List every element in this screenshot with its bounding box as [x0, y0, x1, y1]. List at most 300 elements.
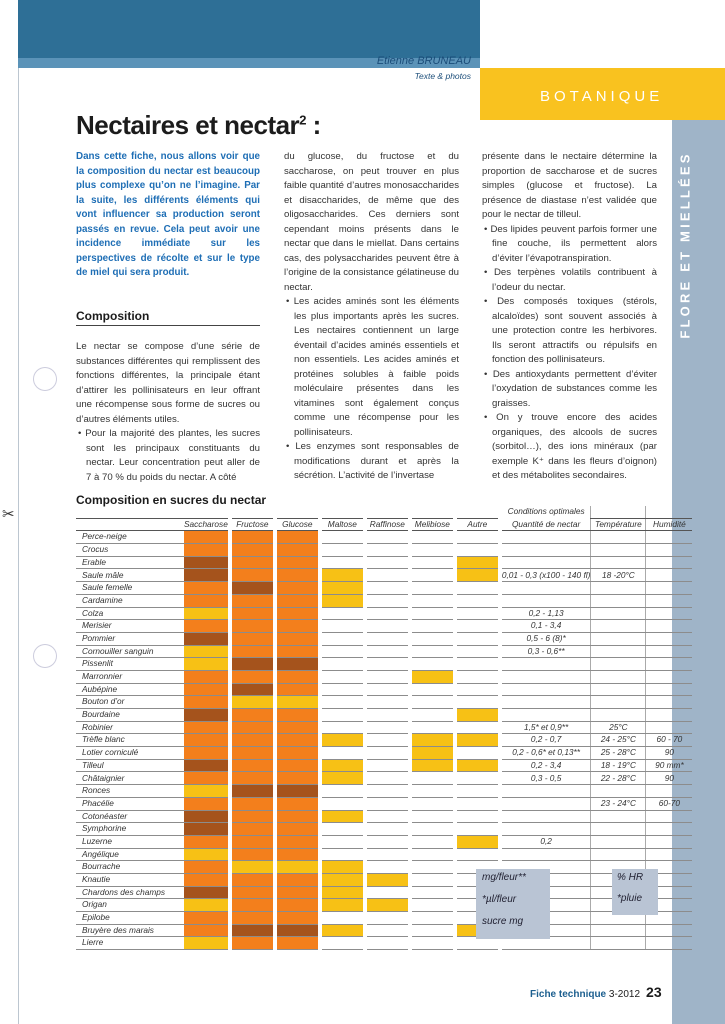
plant-name: Angélique	[76, 848, 184, 861]
column-header: Melibiose	[410, 518, 455, 531]
sugar-cell	[184, 645, 230, 658]
sugar-cell	[275, 734, 320, 747]
sugar-cell	[410, 899, 455, 912]
sugar-cell	[184, 912, 230, 925]
sugar-cell	[320, 772, 365, 785]
column-header: Glucose	[275, 518, 320, 531]
bullet: • Les acides aminés sont les éléments les plus importants après les sucres. Les nectaires contiennent un large éventail d’acides aminés essentiels et non essentiels. Les acides aminés et protéines solubles à faible poids moléculaire présentes dans les vitamines sont également conçus comme une récompense pour les pollinisateurs.	[286, 296, 459, 438]
sugar-cell	[410, 607, 455, 620]
table-row	[76, 645, 692, 658]
sugar-cell	[275, 899, 320, 912]
sugar-cell	[184, 620, 230, 633]
sugar-cell	[365, 734, 410, 747]
quantity-cell	[500, 797, 591, 810]
sugar-cell	[275, 620, 320, 633]
sugar-cell	[230, 721, 275, 734]
plant-name: Saule femelle	[76, 582, 184, 595]
table-row	[76, 721, 692, 734]
quantity-cell	[500, 670, 591, 683]
sugar-cell	[275, 924, 320, 937]
sugar-cell	[184, 924, 230, 937]
plant-name: Ronces	[76, 785, 184, 798]
sugar-cell	[230, 747, 275, 760]
sugar-cell	[230, 810, 275, 823]
plant-name: Pissenlit	[76, 658, 184, 671]
plant-name: Knautie	[76, 873, 184, 886]
header-cell	[76, 518, 184, 531]
sugar-cell	[410, 670, 455, 683]
temperature-cell	[591, 582, 646, 595]
binder-hole	[34, 645, 56, 667]
header-cell	[591, 506, 646, 518]
table-row	[76, 848, 692, 861]
sugar-cell	[184, 658, 230, 671]
quantity-cell: 0,1 - 3,4	[500, 620, 591, 633]
sugar-cell	[365, 848, 410, 861]
sugar-cell	[365, 785, 410, 798]
table-row	[76, 696, 692, 709]
sugar-cell	[275, 835, 320, 848]
sugar-cell	[365, 632, 410, 645]
temperature-cell: 25 - 28°C	[591, 747, 646, 760]
plant-name: Perce-neige	[76, 531, 184, 544]
sugar-cell	[184, 873, 230, 886]
quantity-cell	[500, 594, 591, 607]
temperature-cell	[591, 785, 646, 798]
sugar-cell	[184, 721, 230, 734]
sugar-composition-table	[76, 506, 692, 950]
section-box	[480, 68, 725, 120]
sugar-cell	[230, 607, 275, 620]
plant-name: Cardamine	[76, 594, 184, 607]
sugar-cell	[365, 861, 410, 874]
sugar-cell	[455, 696, 500, 709]
quantity-cell: 0,2	[500, 835, 591, 848]
humidity-cell	[646, 848, 693, 861]
plant-name: Lotier corniculé	[76, 747, 184, 760]
sugar-cell	[365, 835, 410, 848]
sugar-cell	[455, 721, 500, 734]
sugar-cell	[365, 709, 410, 722]
footer: Fiche technique 3-2012 23	[530, 984, 662, 1000]
side-label: FLORE ET MIELLÉES	[677, 151, 693, 339]
sugar-cell	[365, 759, 410, 772]
sugar-cell	[410, 620, 455, 633]
humidity-cell	[646, 670, 693, 683]
sugar-cell	[365, 582, 410, 595]
sugar-cell	[275, 861, 320, 874]
sugar-cell	[320, 759, 365, 772]
sugar-cell	[320, 645, 365, 658]
header-cell	[410, 506, 455, 518]
sugar-cell	[320, 785, 365, 798]
legend-item: sucre mg	[482, 916, 524, 927]
sugar-cell	[365, 899, 410, 912]
legend-item: % HR	[617, 872, 644, 883]
sugar-cell	[230, 937, 275, 950]
sugar-cell	[365, 873, 410, 886]
temperature-cell	[591, 709, 646, 722]
temperature-cell: 23 - 24°C	[591, 797, 646, 810]
margin-line	[18, 68, 19, 1024]
temperature-cell	[591, 823, 646, 836]
plant-name: Bourdaine	[76, 709, 184, 722]
table-row	[76, 886, 692, 899]
table-row	[76, 797, 692, 810]
plant-name: Pommier	[76, 632, 184, 645]
sugar-cell	[455, 632, 500, 645]
sugar-cell	[455, 759, 500, 772]
sugar-cell	[455, 607, 500, 620]
quantity-cell: 1,5* et 0,9**	[500, 721, 591, 734]
sugar-cell	[455, 645, 500, 658]
humidity-cell: 90	[646, 747, 693, 760]
temperature-cell	[591, 645, 646, 658]
quantity-cell: 0,3 - 0,5	[500, 772, 591, 785]
sugar-cell	[365, 531, 410, 544]
humidity-cell	[646, 582, 693, 595]
sugar-cell	[275, 759, 320, 772]
sugar-cell	[320, 886, 365, 899]
sugar-cell	[184, 937, 230, 950]
sugar-cell	[455, 797, 500, 810]
sugar-cell	[230, 912, 275, 925]
bullet: • Pour la majorité des plantes, les sucres sont les principaux constituants du nectar. Leur concentration peut aller de 7 à 70 % du poids du nectar. A côté	[78, 428, 260, 483]
sugar-cell	[365, 670, 410, 683]
table-row	[76, 835, 692, 848]
humidity-cell	[646, 683, 693, 696]
sugar-cell	[184, 544, 230, 557]
table-row	[76, 709, 692, 722]
sugar-cell	[275, 607, 320, 620]
humidity-cell: 60-70	[646, 797, 693, 810]
sugar-cell	[275, 594, 320, 607]
sugar-cell	[184, 531, 230, 544]
scissors-icon: ✂	[2, 506, 15, 523]
sugar-cell	[410, 835, 455, 848]
sugar-cell	[320, 823, 365, 836]
table-row	[76, 823, 692, 836]
bullet: • On y trouve encore des acides organiques, des alcools de sucres (sorbitol…), des ions minéraux (par exemple K⁺ dans les fleurs d’oignon) et des métabolites secondaires.	[484, 412, 657, 481]
sugar-cell	[275, 937, 320, 950]
sugar-cell	[410, 531, 455, 544]
sugar-cell	[230, 531, 275, 544]
humidity-cell	[646, 556, 693, 569]
sugar-cell	[230, 556, 275, 569]
column-header: Température	[591, 518, 646, 531]
table-row	[76, 785, 692, 798]
sugar-cell	[410, 556, 455, 569]
plant-name: Châtaignier	[76, 772, 184, 785]
plant-name: Erable	[76, 556, 184, 569]
sugar-cell	[184, 772, 230, 785]
binder-hole	[34, 368, 56, 390]
sugar-cell	[455, 709, 500, 722]
sugar-cell	[320, 569, 365, 582]
legend-quantity	[476, 869, 550, 939]
composition-heading: Composition	[76, 309, 260, 326]
header-cell	[646, 506, 693, 518]
temperature-cell	[591, 924, 646, 937]
quantity-cell	[500, 582, 591, 595]
temperature-cell	[591, 683, 646, 696]
sugar-cell	[365, 594, 410, 607]
humidity-cell	[646, 810, 693, 823]
sugar-cell	[410, 747, 455, 760]
sugar-cell	[184, 582, 230, 595]
sugar-cell	[230, 696, 275, 709]
sugar-cell	[230, 924, 275, 937]
sugar-cell	[365, 658, 410, 671]
sugar-cell	[410, 544, 455, 557]
table-row	[76, 772, 692, 785]
sugar-cell	[365, 544, 410, 557]
temperature-cell	[591, 544, 646, 557]
sugar-cell	[455, 823, 500, 836]
quantity-cell	[500, 544, 591, 557]
column-header: Autre	[455, 518, 500, 531]
section-label: BOTANIQUE	[540, 88, 664, 105]
sugar-cell	[410, 759, 455, 772]
sugar-cell	[455, 810, 500, 823]
sugar-cell	[320, 899, 365, 912]
sugar-cell	[275, 632, 320, 645]
sugar-cell	[410, 848, 455, 861]
sugar-cell	[320, 556, 365, 569]
sugar-cell	[365, 937, 410, 950]
sugar-cell	[275, 683, 320, 696]
humidity-cell	[646, 785, 693, 798]
sugar-cell	[184, 607, 230, 620]
quantity-cell	[500, 848, 591, 861]
sugar-cell	[455, 582, 500, 595]
plant-name: Epilobe	[76, 912, 184, 925]
quantity-cell: 0,2 - 0,6* et 0,13**	[500, 747, 591, 760]
legend-item: *pluie	[617, 893, 643, 904]
plant-name: Colza	[76, 607, 184, 620]
humidity-cell	[646, 544, 693, 557]
table-row	[76, 531, 692, 544]
sugar-cell	[455, 544, 500, 557]
quantity-cell: 0,2 - 0,7	[500, 734, 591, 747]
sugar-cell	[410, 861, 455, 874]
paragraph: du glucose, du fructose et du saccharose, on peut trouver en plus faible quantité d’autres monosaccharides et disaccharides, de même que des oligosaccharides. Ces derniers sont cependant moins présents dans le nectar que dans le miellat. Dans certains cas, des polysaccharides peuvent être à l’origine de la consistance gélatineuse du nectar.	[284, 151, 459, 293]
plant-name: Aubépine	[76, 683, 184, 696]
quantity-cell	[500, 683, 591, 696]
sugar-cell	[320, 810, 365, 823]
sugar-cell	[320, 721, 365, 734]
sugar-cell	[410, 632, 455, 645]
quantity-cell	[500, 658, 591, 671]
sugar-cell	[184, 632, 230, 645]
header-cell	[320, 506, 365, 518]
sugar-cell	[184, 683, 230, 696]
paragraph: Le nectar se compose d’une série de substances différentes qui remplissent des fonctions différentes, la principale étant d’attirer les pollinisateurs en leur offrant une récompense sous forme de sucres ou d’autres éléments utiles.	[76, 341, 260, 425]
temperature-cell: 25°C	[591, 721, 646, 734]
bullet: • Des terpènes volatils contribuent à l’odeur du nectar.	[484, 267, 657, 293]
sugar-cell	[410, 645, 455, 658]
quantity-cell	[500, 810, 591, 823]
sugar-cell	[230, 594, 275, 607]
sugar-cell	[184, 899, 230, 912]
plant-name: Cornouiller sanguin	[76, 645, 184, 658]
sugar-cell	[320, 709, 365, 722]
sugar-cell	[410, 709, 455, 722]
page-number: 23	[646, 984, 662, 1000]
table-row	[76, 759, 692, 772]
sugar-cell	[275, 670, 320, 683]
plant-name: Cotonéaster	[76, 810, 184, 823]
plant-name: Luzerne	[76, 835, 184, 848]
sugar-cell	[275, 886, 320, 899]
sugar-cell	[320, 861, 365, 874]
quantity-cell	[500, 696, 591, 709]
sugar-cell	[184, 848, 230, 861]
table-row	[76, 873, 692, 886]
sugar-cell	[365, 747, 410, 760]
sugar-cell	[365, 696, 410, 709]
sugar-cell	[275, 721, 320, 734]
sugar-cell	[184, 861, 230, 874]
humidity-cell	[646, 620, 693, 633]
table-row	[76, 937, 692, 950]
sugar-cell	[455, 670, 500, 683]
sugar-cell	[230, 797, 275, 810]
bullet: • Des lipides peuvent parfois former une fine couche, ils permettent alors d’éviter l’évapotranspiration.	[484, 223, 657, 264]
sugar-cell	[230, 582, 275, 595]
quantity-cell	[500, 556, 591, 569]
temperature-cell	[591, 594, 646, 607]
plant-name: Origan	[76, 899, 184, 912]
sugar-cell	[184, 797, 230, 810]
sugar-cell	[455, 785, 500, 798]
table-row	[76, 734, 692, 747]
sugar-cell	[275, 873, 320, 886]
sugar-cell	[410, 582, 455, 595]
sugar-cell	[410, 734, 455, 747]
sugar-cell	[184, 709, 230, 722]
plant-name: Trèfle blanc	[76, 734, 184, 747]
sugar-cell	[230, 569, 275, 582]
sugar-cell	[320, 848, 365, 861]
sugar-cell	[365, 823, 410, 836]
sugar-cell	[184, 747, 230, 760]
sugar-cell	[230, 835, 275, 848]
sugar-cell	[230, 785, 275, 798]
sugar-cell	[184, 759, 230, 772]
sugar-cell	[365, 886, 410, 899]
sugar-cell	[275, 658, 320, 671]
sugar-cell	[275, 912, 320, 925]
quantity-cell	[500, 531, 591, 544]
table-row	[76, 607, 692, 620]
plant-name: Robinier	[76, 721, 184, 734]
sugar-cell	[320, 924, 365, 937]
sugar-cell	[455, 569, 500, 582]
page-title: Nectaires et nectar$^2$ :	[76, 110, 321, 140]
plant-name: Bouton d’or	[76, 696, 184, 709]
quantity-cell	[500, 785, 591, 798]
sugar-cell	[365, 797, 410, 810]
quantity-cell: 0,5 - 6 (8)*	[500, 632, 591, 645]
sugar-cell	[320, 937, 365, 950]
column-header: Humidité	[646, 518, 693, 531]
sugar-cell	[410, 569, 455, 582]
sugar-cell	[275, 569, 320, 582]
humidity-cell: 60 - 70	[646, 734, 693, 747]
sugar-cell	[410, 683, 455, 696]
temperature-cell	[591, 531, 646, 544]
plant-name: Chardons des champs	[76, 886, 184, 899]
sugar-cell	[455, 747, 500, 760]
sugar-cell	[320, 670, 365, 683]
sugar-cell	[275, 696, 320, 709]
sugar-cell	[320, 544, 365, 557]
sugar-cell	[320, 734, 365, 747]
plant-name: Tilleul	[76, 759, 184, 772]
sugar-cell	[455, 658, 500, 671]
author: Etienne BRUNEAU	[376, 55, 471, 67]
header-cell	[275, 506, 320, 518]
sugar-cell	[275, 848, 320, 861]
sugar-cell	[230, 544, 275, 557]
humidity-cell	[646, 696, 693, 709]
sugar-cell	[230, 645, 275, 658]
quantity-cell: 0,01 - 0,3 (x100 - 140 fl)	[500, 569, 591, 582]
sugar-cell	[365, 556, 410, 569]
sugar-cell	[410, 785, 455, 798]
sugar-cell	[184, 810, 230, 823]
humidity-cell	[646, 632, 693, 645]
table-row	[76, 899, 692, 912]
header-row-1	[76, 506, 692, 518]
sugar-cell	[275, 556, 320, 569]
sugar-cell	[320, 594, 365, 607]
sugar-cell	[365, 620, 410, 633]
plant-name: Crocus	[76, 544, 184, 557]
column-header: Saccharose	[184, 518, 230, 531]
humidity-cell	[646, 607, 693, 620]
legend-item: mg/fleur**	[482, 872, 526, 883]
column-header: Quantité de nectar	[500, 518, 591, 531]
sugar-cell	[365, 645, 410, 658]
sugar-cell	[230, 899, 275, 912]
sugar-cell	[184, 734, 230, 747]
temperature-cell	[591, 607, 646, 620]
sugar-cell	[320, 607, 365, 620]
humidity-cell	[646, 721, 693, 734]
sugar-cell	[320, 531, 365, 544]
sugar-cell	[410, 924, 455, 937]
plant-name: Bourrache	[76, 861, 184, 874]
plant-name: Lierre	[76, 937, 184, 950]
header-cell	[76, 506, 184, 518]
sugar-cell	[230, 670, 275, 683]
table-row	[76, 556, 692, 569]
legend-item: *µl/fleur	[482, 894, 517, 905]
table-row	[76, 861, 692, 874]
column-1	[76, 340, 260, 485]
humidity-cell	[646, 569, 693, 582]
sugar-cell	[410, 721, 455, 734]
sugar-cell	[275, 531, 320, 544]
sugar-cell	[410, 797, 455, 810]
sugar-cell	[275, 582, 320, 595]
sugar-cell	[230, 886, 275, 899]
header-cell	[184, 506, 230, 518]
bullet: • Des antioxydants permettent d’éviter l’oxydation de substances comme les graisses.	[484, 368, 657, 409]
humidity-cell	[646, 924, 693, 937]
